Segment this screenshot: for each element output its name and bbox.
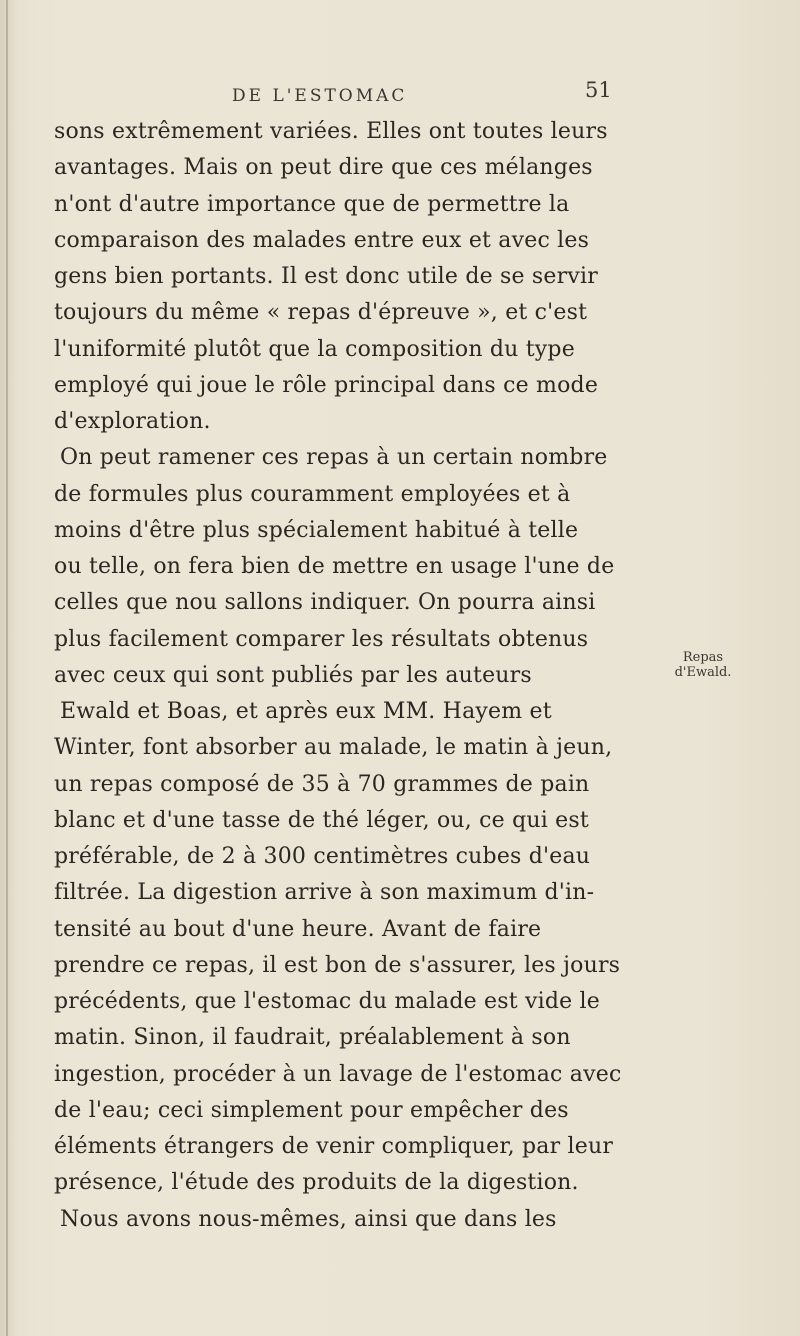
text-line: de l'eau; ceci simplement pour empêcher des xyxy=(54,1097,569,1123)
margin-note-subtitle: d'Ewald. xyxy=(674,665,732,680)
text-line: préférable, de 2 à 300 centimètres cubes d'eau xyxy=(54,844,591,869)
text-line: celles que nou sallons indiquer. On pourra ainsi xyxy=(54,590,596,616)
text-line: prendre ce repas, il est bon de s'assurer, les jours xyxy=(54,952,621,978)
text-line: gens bien portants. Il est donc utile de se servir xyxy=(54,264,598,289)
text-line: de formules plus couramment employées et à xyxy=(54,481,571,507)
text-line: employé qui joue le rôle principal dans ce mode xyxy=(54,372,599,398)
margin-note xyxy=(648,650,758,680)
margin-note-title: Repas xyxy=(682,650,724,665)
text-line: matin. Sinon, il faudrait, préalablement à son xyxy=(54,1025,571,1051)
text-line: un repas composé de 35 à 70 grammes de pain xyxy=(54,771,590,797)
text-line: plus facilement comparer les résultats obtenus xyxy=(54,626,589,652)
text-line: Ewald et Boas, et après eux MM. Hayem et xyxy=(60,699,552,724)
text-line: comparaison des malades entre eux et avec les xyxy=(54,227,590,253)
text-line: Nous avons nous-mêmes, ainsi que dans les xyxy=(60,1206,557,1232)
text-line: n'ont d'autre importance que de permettre la xyxy=(54,191,570,217)
page-edge xyxy=(6,0,8,1336)
text-line: moins d'être plus spécialement habitué à telle xyxy=(54,517,579,543)
text-line: ingestion, procéder à un lavage de l'estomac avec xyxy=(54,1061,622,1087)
text-line: d'exploration. xyxy=(54,409,211,434)
text-line: ou telle, on fera bien de mettre en usage l'une de xyxy=(54,554,615,579)
text-line: avec ceux qui sont publiés par les auteurs xyxy=(54,662,532,688)
text-line: sons extrêmement variées. Elles ont toutes leurs xyxy=(54,119,608,144)
text-line: tensité au bout d'une heure. Avant de faire xyxy=(54,916,542,942)
body-text xyxy=(54,114,622,1238)
text-line: précédents, que l'estomac du malade est vide le xyxy=(54,989,601,1014)
text-line: Winter, font absorber au malade, le matin à jeun, xyxy=(54,735,613,761)
text-line: présence, l'étude des produits de la digestion. xyxy=(54,1170,579,1196)
text-line: On peut ramener ces repas à un certain nombre xyxy=(60,445,608,471)
page-number: 51 xyxy=(585,78,612,102)
text-line: blanc et d'une tasse de thé léger, ou, ce qui est xyxy=(54,807,589,833)
text-line: filtrée. La digestion arrive à son maximum d'in- xyxy=(54,880,595,906)
text-line: toujours du même « repas d'épreuve », et c'est xyxy=(54,300,588,326)
text-line: l'uniformité plutôt que la composition du type xyxy=(54,336,575,362)
text-line: éléments étrangers de venir compliquer, par leur xyxy=(54,1134,614,1159)
running-head: DE L'ESTOMAC xyxy=(232,86,408,106)
text-line: avantages. Mais on peut dire que ces mélanges xyxy=(54,155,593,181)
